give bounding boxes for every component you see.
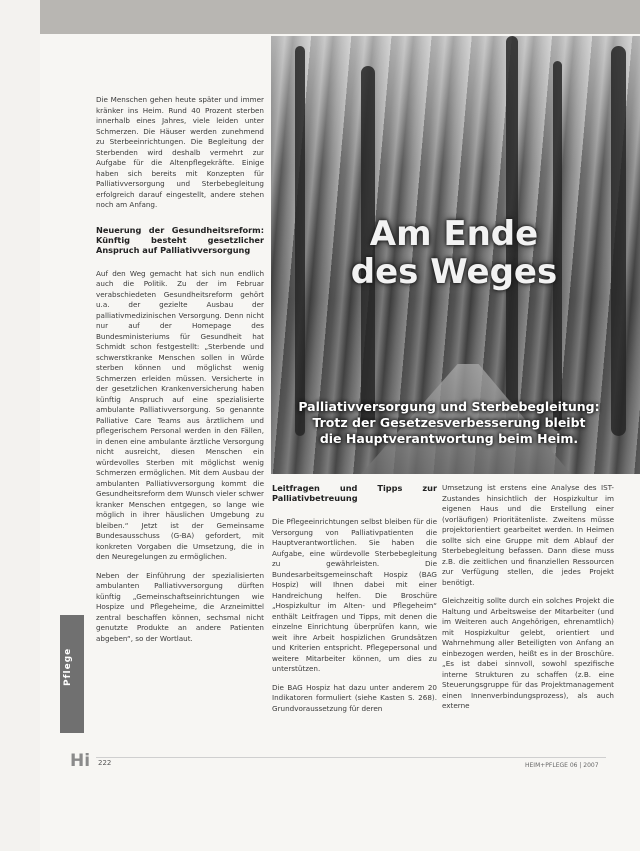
article-headline: Am Ende des Weges <box>350 214 558 292</box>
brand-logo: Hi <box>70 751 91 771</box>
article-subtitle: Palliativversorgung und Sterbebegleitung: Trotz der Gesetzesverbesserung bleibt die Hauptverantwortung beim Heim. <box>298 399 600 446</box>
right-body-paragraph: Umsetzung ist erstens eine Analyse des IST-Zustandes hinsichtlich der Hospizkultur im eigenen Haus und die Erstellung einer (vorläufigen) Prioritätenliste. Zweitens müsse projektorientiert gearbeitet werden. In Heimen sollte sich eine Gruppe mit dem Ablauf der Sterbebegleitung befassen. Dann diese muss z.B. die zeitlichen und finanziellen Ressourcen zur Verfügung stellen, die jedes Projekt benötigt. <box>442 483 614 587</box>
right-body-paragraph-2: Gleichzeitig sollte durch ein solches Projekt die Haltung und Arbeitsweise der Mitarbeiter (und im Weiteren auch Angehörigen, ehrenamtlich) mit Hospizkultur gelebt, orientiert und Wahrnehmung aller Beteiligten von Anfang an einbezogen werden, heißt es in der Broschüre. „Es ist dabei sinnvoll, sowohl spezifische interne Strukturen zu schaffen (z.B. eine Steuerungsgruppe für das Projektmanagement einen Innenverbindungsprozess), als auch externe <box>442 596 614 710</box>
left-subhead: Neuerung der Gesundheitsreform: Künftig besteht gesetzlicher Anspruch auf Palliativversorgung <box>96 224 264 255</box>
section-label: Pflege <box>63 647 73 686</box>
top-gray-band <box>40 0 640 34</box>
left-body-paragraph-2: Neben der Einführung der spezialisierten ambulanten Palliativversorgung dürften künftig „Gemeinschaftseinrichtungen wie Hospize und Pflegeheime, die Arzneimittel zentral beschaffen können, sechsmal nicht genutzte Produkte an andere Patienten abgeben“, so der Wortlaut. <box>96 570 264 643</box>
page-number: 222 <box>98 759 112 767</box>
left-column <box>96 95 264 652</box>
right-column <box>442 483 614 720</box>
mid-body-paragraph-2: Die BAG Hospiz hat dazu unter anderem 20 Indikatoren formuliert (siehe Kasten S. 268). Grundvoraussetzung für deren <box>272 682 437 713</box>
mid-body-paragraph: Die Pflegeeinrichtungen selbst bleiben für die Versorgung von Palliativpatienten die Hauptverantwortlichen. Sie haben die Aufgabe, eine würdevolle Sterbebegleitung zu gewährleisten. Die Bundesarbeitsgemeinschaft Hospiz (BAG Hospiz) will Ihnen dabei mit einer Handreichung helfen. Die Broschüre „Hospizkultur im Alten- und Pflegeheim“ enthält Leitfragen und Tipps, mit denen die einzelne Einrichtung überprüfen kann, wie weit ihre Arbeit hospizlichen Grundsätzen und Kriterien entspricht. Pflegepersonal und weitere Mitarbeiter können, um dies zu unterstützen. <box>272 517 437 673</box>
tree-trunk <box>295 46 305 436</box>
intro-paragraph: Die Menschen gehen heute später und immer kränker ins Heim. Rund 40 Prozent sterben innerhalb eines Jahres, viele leiden unter Schmerzen. Die Häuser werden zunehmend zu Sterbeeinrichtungen. Die Begleitung der Sterbenden wird deshalb vermehrt zur Aufgabe für die Altenpflegekräfte. Einige haben sich bereits mit Konzepten für Palliativversorgung und Sterbebegleitung erfolgreich darauf eingestellt, andere stehen noch am Anfang. <box>96 95 264 209</box>
issue-label: HEIM+PFLEGE 06 | 2007 <box>525 762 599 769</box>
left-body-paragraph: Auf den Weg gemacht hat sich nun endlich auch die Politik. Zu der im Februar verabschiedeten Gesundheitsreform gehört u.a. der gezielte Ausbau der palliativmedizinischen Versorgung. Denn nicht nur auf der Homepage des Bundesministeriums für Gesundheit hat Schmidt schon festgestellt: „Sterbende und schwerstkranke Menschen sollen in Würde sterben können und möglichst wenig Schmerzen erleiden müssen. Versicherte in der gesetzlichen Krankenversicherung haben künftig Anspruch auf eine spezialisierte ambulante Palliativversorgung. So genannte Palliative Care Teams aus ärztlichem und pflegerischem Personal werden in den Fällen, in denen eine ambulante ärztliche Versorgung nicht ausreicht, diesen Menschen ein würdevolles Sterben mit möglichst wenig Schmerzen ermöglichen. Mit dem Ausbau der ambulanten Palliativversorgung kommt die Gesundheitsreform dem Wunsch vieler schwer kranker Menschen entgegen, so lange wie möglich in ihrer häuslichen Umgebung zu bleiben.“ Jetzt ist der Gemeinsame Bundesausschuss (G-BA) gefordert, mit konkreten Vorgaben die Umsetzung, die in den Neuregelungen zu ermöglichen. <box>96 268 264 561</box>
middle-column <box>272 483 437 722</box>
tree-trunk <box>611 46 626 436</box>
footer-rule <box>96 757 606 758</box>
mid-subhead: Leitfragen und Tipps zur Palliativbetreuung <box>272 483 437 503</box>
